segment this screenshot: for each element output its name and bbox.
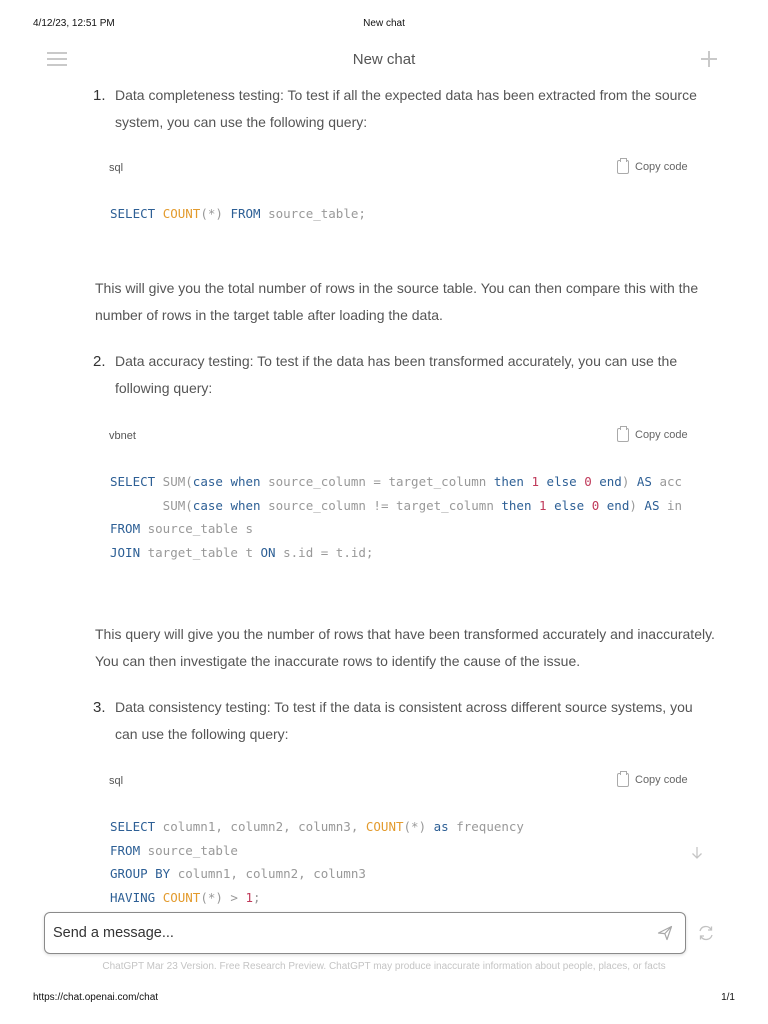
send-icon[interactable] (657, 925, 673, 941)
code-line: FROM source_table (110, 842, 238, 858)
code-header (95, 160, 715, 180)
plus-icon[interactable] (700, 50, 718, 68)
code-line: SELECT column1, column2, column3, COUNT(*) as frequency (110, 819, 524, 834)
code-block (95, 160, 715, 221)
code-language: sql (109, 775, 124, 787)
code-line: GROUP BY column1, column2, column3 (110, 866, 366, 881)
code-language: vbnet (109, 430, 136, 442)
clipboard-icon (617, 160, 629, 174)
code-line: SELECT SUM(case when source_column = target_column then 1 else 0 end) AS acc (110, 474, 683, 489)
chat-title: New chat (352, 51, 416, 68)
list-text: Data accuracy testing: To test if the data has been transformed accurately, you can use the following query: (115, 353, 678, 396)
print-title: New chat (363, 18, 405, 29)
code-line: HAVING COUNT(*) > 1; (110, 889, 261, 905)
clipboard-icon (617, 773, 629, 787)
code-line: FROM source_table s (110, 521, 253, 536)
copy-code-button[interactable] (617, 773, 688, 787)
refresh-icon[interactable] (697, 924, 715, 942)
list-number: 3. (93, 699, 106, 716)
code-line: JOIN target_table t ON s.id = t.id; (110, 544, 374, 560)
clipboard-icon (617, 428, 629, 442)
list-text: Data consistency testing: To test if the data is consistent across different source systems, you can use the following query: (115, 699, 693, 742)
message-input[interactable] (53, 922, 633, 944)
print-date: 4/12/23, 12:51 PM (33, 18, 115, 29)
code-header (95, 773, 715, 793)
list-item (93, 694, 703, 748)
code-block (95, 428, 715, 560)
code-body (110, 470, 710, 564)
code-line: SELECT COUNT(*) FROM source_table; (110, 206, 366, 221)
top-bar (0, 44, 768, 76)
code-header (95, 428, 715, 448)
copy-code-label: Copy code (635, 429, 688, 441)
code-body (110, 202, 710, 226)
paragraph: This will give you the total number of rows in the source table. You can then compare this with the number of rows in the target table after loading the data. (95, 280, 699, 323)
disclaimer: ChatGPT Mar 23 Version. Free Research Preview. ChatGPT may produce inaccurate information about people, places, or facts (102, 961, 666, 972)
print-url: https://chat.openai.com/chat (33, 992, 159, 1003)
code-language: sql (109, 162, 124, 174)
code-block (95, 773, 715, 905)
copy-code-label: Copy code (635, 161, 688, 173)
copy-code-label: Copy code (635, 774, 688, 786)
copy-code-button[interactable] (617, 160, 688, 174)
list-text: Data completeness testing: To test if all the expected data has been extracted from the source system, you can use the following query: (115, 87, 697, 130)
list-item (93, 82, 703, 136)
list-number: 1. (93, 87, 106, 104)
print-page-number: 1/1 (721, 992, 735, 1003)
list-number: 2. (93, 353, 106, 370)
paragraph: This query will give you the number of rows that have been transformed accurately and inaccurately. You can then investigate the inaccurate rows to identify the cause of the issue. (95, 626, 715, 669)
code-body (110, 815, 710, 909)
list-item (93, 348, 703, 402)
code-line: SUM(case when source_column != target_column then 1 else 0 end) AS in (110, 497, 683, 513)
scroll-down-arrow-icon[interactable] (690, 846, 706, 862)
message-composer (44, 912, 686, 954)
copy-code-button[interactable] (617, 428, 688, 442)
